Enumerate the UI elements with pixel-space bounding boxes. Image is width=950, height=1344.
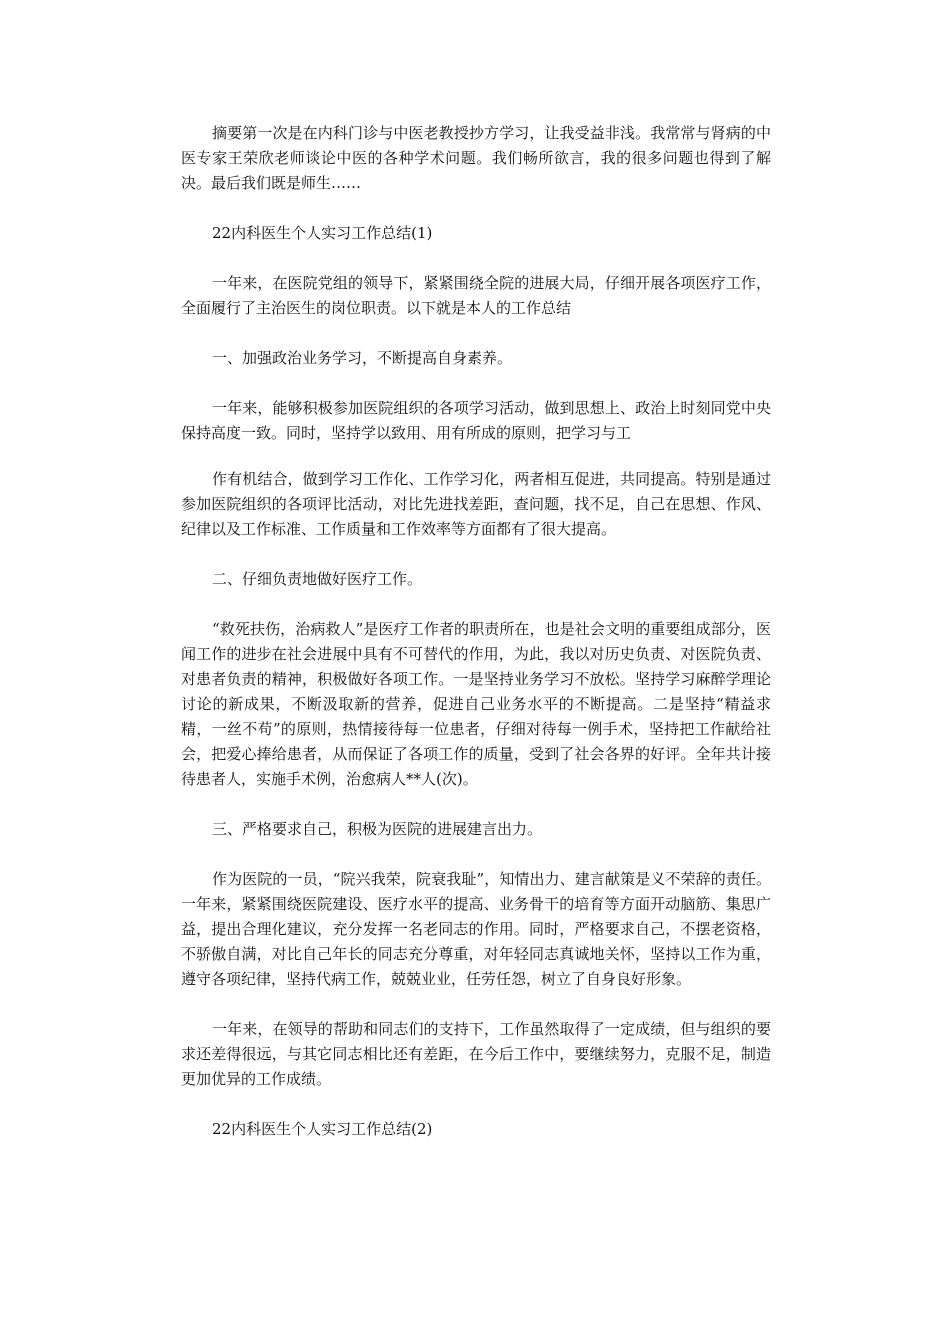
body-paragraph-3: 作为医院的一员，“院兴我荣，院衰我耻”，知情出力、建言献策是义不荣辞的责任。一年来，紧紧围绕医院建设、医疗水平的提高、业务骨干的培育等方面开动脑筋、集思广益，提出合理化建议，充分发挥一名老同志的作用。同时，严格要求自己，不摆老资格，不骄傲自满，对比自己年长的同志充分尊重，对年轻同志真诚地关怀，坚持以工作为重，遵守各项纪律，坚持代病工作，兢兢业业，任劳任怨，树立了自身良好形象。 <box>181 870 771 988</box>
summary-paragraph: 摘要第一次是在内科门诊与中医老教授抄方学习，让我受益非浅。我常常与肾病的中医专家王荣欣老师谈论中医的各种学术问题。我们畅所欲言，我的很多问题也得到了解决。最后我们既是师生…… <box>181 124 771 192</box>
body-paragraph-2: “救死扶伤，治病救人”是医疗工作者的职责所在，也是社会文明的重要组成部分，医闻工作的进步在社会进展中具有不可替代的作用，为此，我以对历史负责、对医院负责、对患者负责的精神，积极做好各项工作。一是坚持业务学习不放松。坚持学习麻醉学理论讨论的新成果，不断汲取新的营养，促进自己业务水平的不断提高。二是坚持“精益求精，一丝不苟”的原则，热情接待每一位患者，仔细对待每一例手术，坚持把工作献给社会，把爱心捧给患者，从而保证了各项工作的质量，受到了社会各界的好评。全年共计接待患者人，实施手术例，治愈病人**人(次)。 <box>181 620 771 788</box>
document-page <box>181 121 771 1142</box>
section-title-1: 22内科医生个人实习工作总结(1) <box>212 224 433 242</box>
heading-2: 二、仔细负责地做好医疗工作。 <box>212 570 423 588</box>
body-paragraph-1a: 一年来，能够积极参加医院组织的各项学习活动，做到思想上、政治上时刻同党中央保持高度一致。同时，坚持学以致用、用有所成的原则，把学习与工 <box>181 399 771 442</box>
heading-1: 一、加强政治业务学习，不断提高自身素养。 <box>212 349 513 367</box>
closing-paragraph: 一年来，在领导的帮助和同志们的支持下，工作虽然取得了一定成绩，但与组织的要求还差得很远，与其它同志相比还有差距，在今后工作中，要继续努力，克服不足，制造更加优异的工作成绩。 <box>181 1020 771 1088</box>
heading-3: 三、严格要求自己，积极为医院的进展建言出力。 <box>212 820 543 838</box>
section-title-2: 22内科医生个人实习工作总结(2) <box>212 1120 433 1138</box>
intro-paragraph: 一年来，在医院党组的领导下，紧紧围绕全院的进展大局，仔细开展各项医疗工作，全面履行了主治医生的岗位职责。以下就是本人的工作总结 <box>181 274 771 317</box>
body-paragraph-1b: 作有机结合，做到学习工作化、工作学习化，两者相互促进，共同提高。特别是通过参加医院组织的各项评比活动，对比先进找差距，查问题，找不足，自己在思想、作风、纪律以及工作标准、工作质量和工作效率等方面都有了很大提高。 <box>181 470 771 538</box>
